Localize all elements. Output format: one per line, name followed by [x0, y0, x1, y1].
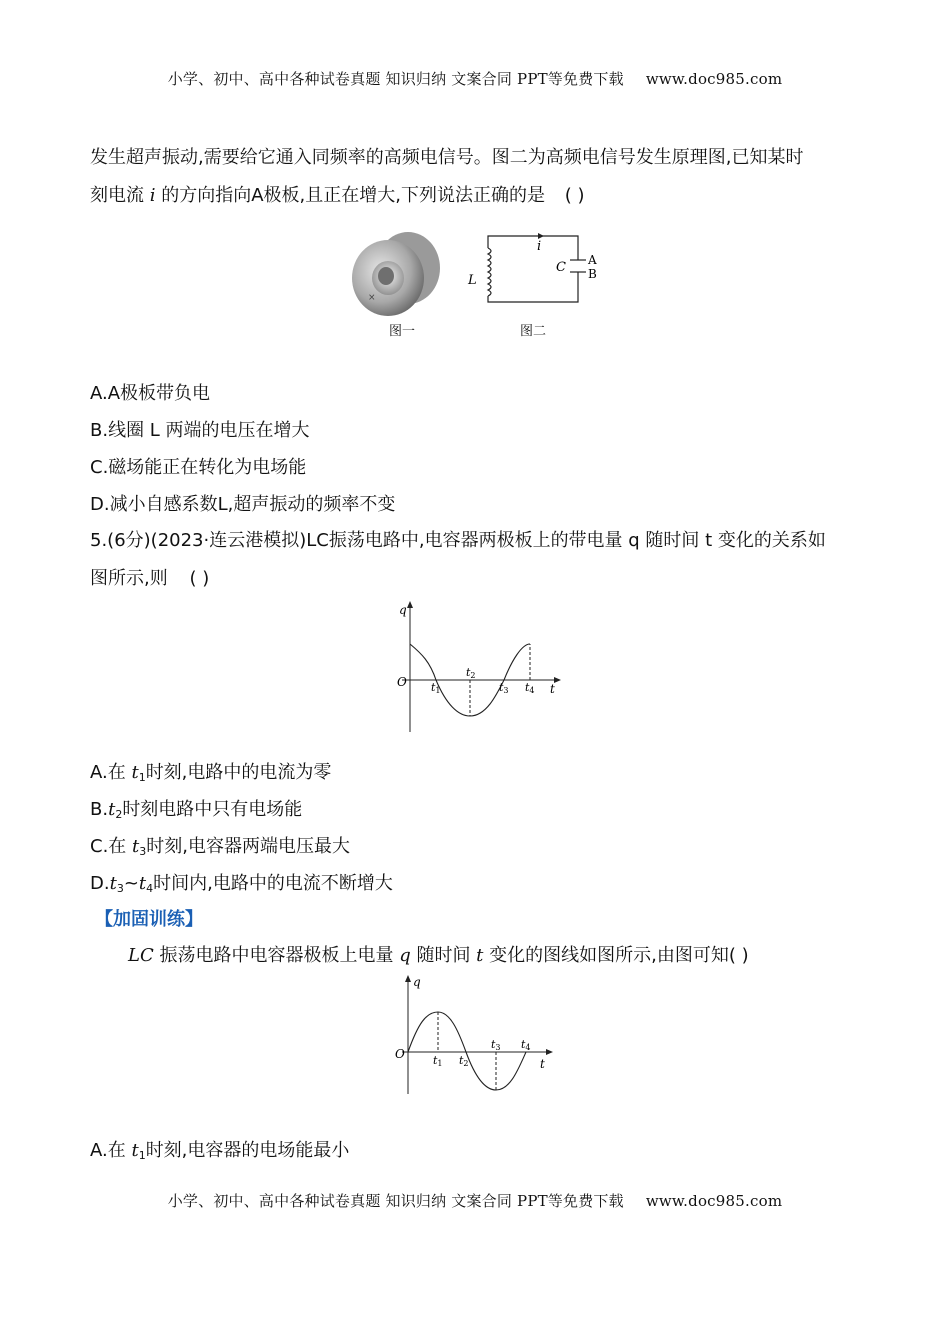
q4-option-a[interactable]: A.A极板带负电	[90, 383, 211, 404]
label-plate-b: B	[588, 267, 597, 281]
x-arrow-icon	[554, 677, 561, 683]
svg-text:×: ×	[368, 293, 376, 303]
page-header	[0, 68, 950, 89]
q5-option-c[interactable]: C.在 $t_3$时刻,电容器两端电压最大	[90, 836, 350, 858]
circuit-bottom-wire	[488, 272, 578, 302]
q5-stem-line1: 5.(6分)(2023·连云港模拟)LC振荡电路中,电容器两极板上的带电量 q 随时间 t 变化的关系如	[90, 530, 826, 551]
q4-stem-line1: 发生超声振动,需要给它通入同频率的高频电信号。图二为高频电信号发生原理图,已知某时	[90, 147, 804, 168]
y-label: q	[399, 603, 407, 617]
q4-stem-text-a: 刻电流	[90, 185, 150, 206]
tick-t4: t4	[521, 1038, 531, 1052]
footer-url[interactable]: www.doc985.com	[645, 1192, 783, 1210]
footer-title: 小学、初中、高中各种试卷真题 知识归纳 文案合同 PPT等免费下载	[167, 1192, 624, 1210]
y-arrow-icon	[407, 601, 413, 608]
q4-option-d[interactable]: D.减小自感系数L,超声振动的频率不变	[90, 494, 396, 515]
tick-t1: t1	[431, 681, 441, 695]
reinforce-charge-curve	[408, 1012, 526, 1090]
origin-label: O	[395, 1047, 405, 1061]
tick-t3: t3	[491, 1038, 501, 1052]
q5-qt-graph	[390, 600, 570, 736]
q4-option-b[interactable]: B.线圈 L 两端的电压在增大	[90, 420, 310, 441]
x-label: t	[540, 1057, 545, 1071]
tick-t2: t2	[459, 1054, 469, 1068]
x-arrow-icon	[546, 1049, 553, 1055]
x-label: t	[550, 682, 555, 696]
page-footer	[0, 1190, 950, 1211]
q5-option-d[interactable]: $D.t_3\sim t_4$时间内,电路中的电流不断增大	[90, 873, 393, 895]
reinforce-qt-graph	[392, 974, 562, 1098]
reinforce-stem: LC 振荡电路中电容器极板上电量 q 随时间 t 变化的图线如图所示,由图可知( )	[128, 945, 749, 966]
circuit-top-wire	[488, 236, 578, 260]
fig1-caption: 图一	[389, 324, 416, 339]
q5-stem-text: 图所示,则	[90, 568, 168, 589]
y-label: q	[413, 975, 421, 989]
tick-t3: t3	[499, 681, 509, 695]
tick-t4: t4	[525, 681, 535, 695]
reinforce-option-a[interactable]: A.在 $t_1$时刻,电容器的电场能最小	[90, 1140, 350, 1162]
q4-stem-text-b: 的方向指向A极板,且正在增大,下列说法正确的是	[155, 185, 545, 206]
q5-option-a[interactable]: A.在 $t_1$时刻,电路中的电流为零	[90, 762, 332, 784]
fig2-caption: 图二	[520, 324, 547, 339]
label-inductor: L	[468, 273, 477, 288]
header-url[interactable]: www.doc985.com	[645, 70, 783, 88]
q4-answer-paren: ( )	[564, 185, 585, 206]
q4-option-c[interactable]: C.磁场能正在转化为电场能	[90, 457, 307, 478]
label-capacitor: C	[556, 260, 566, 275]
q5-answer-paren: ( )	[189, 568, 210, 589]
tick-t2: t2	[466, 666, 476, 680]
header-title: 小学、初中、高中各种试卷真题 知识归纳 文案合同 PPT等免费下载	[167, 70, 624, 88]
q4-stem-line2	[90, 181, 585, 207]
y-arrow-icon	[405, 975, 411, 982]
label-current: i	[537, 239, 542, 254]
fig1-transducer-image	[348, 226, 444, 318]
inductor-coil	[488, 248, 491, 296]
fig2-lc-circuit	[460, 228, 610, 314]
origin-label: O	[397, 675, 407, 689]
label-plate-a: A	[588, 253, 597, 267]
reinforce-label: 【加固训练】	[95, 909, 203, 930]
q4-stem-var-i: i	[149, 185, 156, 206]
tick-t1: t1	[433, 1054, 443, 1068]
q5-stem-line2	[90, 564, 209, 590]
q5-option-b[interactable]: $B.t_2$时刻电路中只有电场能	[90, 799, 303, 821]
